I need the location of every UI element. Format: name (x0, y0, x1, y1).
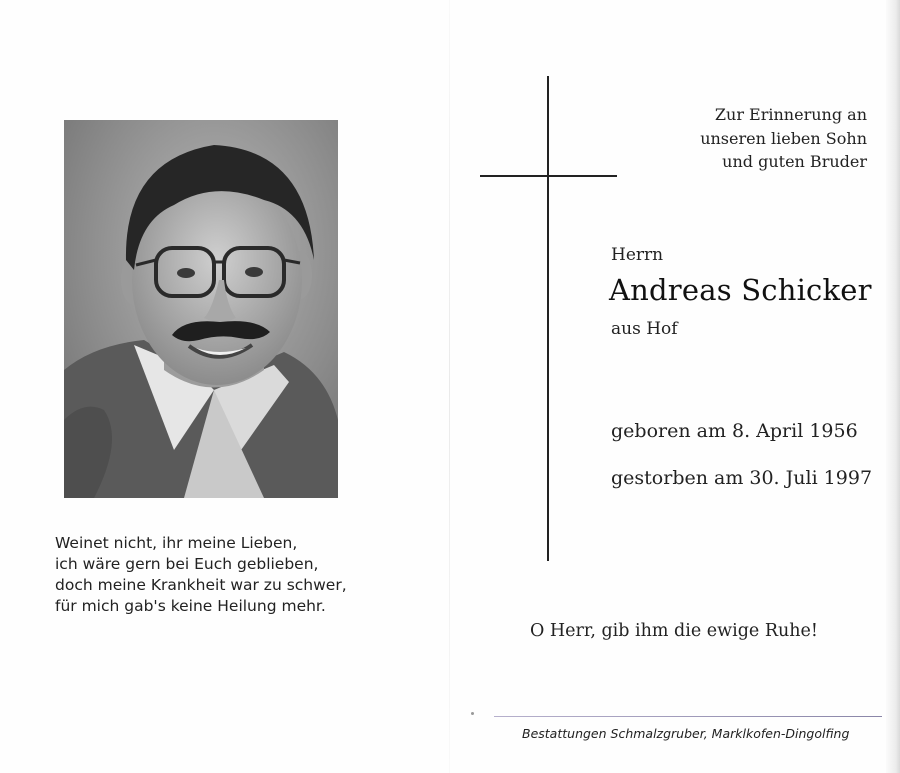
footer-divider (494, 716, 882, 717)
portrait-photo (64, 120, 338, 498)
prayer: O Herr, gib ihm die ewige Ruhe! (530, 621, 818, 641)
poem-line: Weinet nicht, ihr meine Lieben, (55, 534, 298, 552)
page-edge-shadow (886, 0, 900, 773)
paper-speck (471, 712, 474, 715)
card-fold (449, 0, 450, 773)
dedication-line: unseren lieben Sohn (700, 128, 867, 148)
poem-line: doch meine Krankheit war zu schwer, (55, 576, 347, 594)
death-date: gestorben am 30. Juli 1997 (611, 467, 873, 489)
cross-icon-horizontal (480, 175, 617, 177)
dedication-line: Zur Erinnerung an (714, 105, 867, 124)
dedication-line: und guten Bruder (722, 152, 867, 171)
birth-date: geboren am 8. April 1956 (611, 420, 858, 442)
origin: aus Hof (611, 319, 678, 339)
dedication (700, 103, 867, 174)
poem-line: für mich gab's keine Heilung mehr. (55, 597, 326, 615)
cross-icon-vertical (547, 76, 549, 561)
salutation: Herrn (611, 245, 664, 265)
poem-line: ich wäre gern bei Euch geblieben, (55, 555, 319, 573)
deceased-name: Andreas Schicker (609, 273, 872, 307)
funeral-home: Bestattungen Schmalzgruber, Marklkofen-Dingolfing (522, 726, 850, 741)
poem (55, 533, 415, 617)
